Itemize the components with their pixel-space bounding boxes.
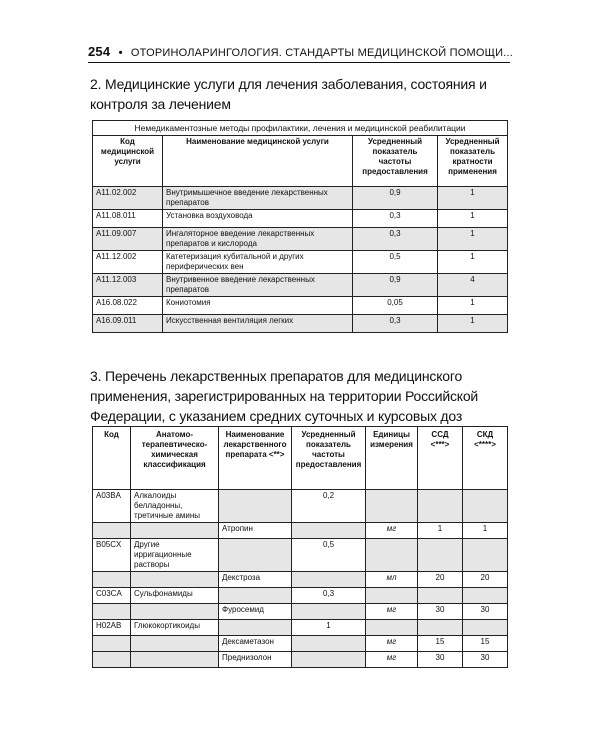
drugs-table-body bbox=[93, 490, 508, 668]
frequency-cell: 0,9 bbox=[353, 274, 438, 297]
frequency-cell: 0,2 bbox=[292, 490, 366, 523]
atc-classification-cell bbox=[131, 652, 219, 668]
atc-classification-cell: Алкалоиды белладонны, третичные амины bbox=[131, 490, 219, 523]
ssd-cell: 15 bbox=[418, 636, 463, 652]
unit-cell: мл bbox=[366, 572, 418, 588]
service-name-cell: Ингаляторное введение лекарственных препаратов и кислорода bbox=[163, 228, 353, 251]
service-name-cell: Катетеризация кубитальной и других периферических вен bbox=[163, 251, 353, 274]
table-row bbox=[93, 490, 508, 523]
drug-name-cell: Фуросемид bbox=[219, 604, 292, 620]
unit-cell: мг bbox=[366, 652, 418, 668]
table-row bbox=[93, 572, 508, 588]
skd-cell bbox=[463, 620, 508, 636]
skd-cell: 20 bbox=[463, 572, 508, 588]
table-row bbox=[93, 636, 508, 652]
table-row bbox=[93, 539, 508, 572]
column-header-ssd: ССД <***> bbox=[418, 427, 463, 490]
column-header-service-name: Наименование медицинской услуги bbox=[163, 136, 353, 187]
multiplicity-cell: 4 bbox=[438, 274, 508, 297]
atc-code-cell: C03CA bbox=[93, 588, 131, 604]
frequency-cell bbox=[292, 652, 366, 668]
frequency-cell: 0,5 bbox=[292, 539, 366, 572]
drug-name-cell bbox=[219, 620, 292, 636]
service-code-cell: A11.12.003 bbox=[93, 274, 163, 297]
service-name-cell: Установка воздуховода bbox=[163, 210, 353, 228]
column-header-code: Код медицинской услуги bbox=[93, 136, 163, 187]
frequency-cell: 0,9 bbox=[353, 187, 438, 210]
atc-code-cell bbox=[93, 636, 131, 652]
unit-cell bbox=[366, 588, 418, 604]
atc-classification-cell bbox=[131, 604, 219, 620]
service-code-cell: A11.09.007 bbox=[93, 228, 163, 251]
running-header bbox=[88, 44, 513, 59]
atc-code-cell bbox=[93, 652, 131, 668]
table-row bbox=[93, 297, 508, 315]
multiplicity-cell: 1 bbox=[438, 297, 508, 315]
multiplicity-cell: 1 bbox=[438, 251, 508, 274]
skd-cell: 1 bbox=[463, 523, 508, 539]
service-code-cell: A16.09.011 bbox=[93, 315, 163, 333]
skd-cell bbox=[463, 588, 508, 604]
atc-code-cell: B05CX bbox=[93, 539, 131, 572]
atc-classification-cell bbox=[131, 523, 219, 539]
unit-cell: мг bbox=[366, 523, 418, 539]
table-caption: Немедикаментозные методы профилактики, лечения и медицинской реабилитации bbox=[93, 121, 508, 136]
table-row bbox=[93, 588, 508, 604]
service-name-cell: Кониотомия bbox=[163, 297, 353, 315]
atc-code-cell: A03BA bbox=[93, 490, 131, 523]
multiplicity-cell: 1 bbox=[438, 315, 508, 333]
skd-cell: 15 bbox=[463, 636, 508, 652]
frequency-cell bbox=[292, 572, 366, 588]
service-name-cell: Внутривенное введение лекарственных препаратов bbox=[163, 274, 353, 297]
frequency-cell: 0,5 bbox=[353, 251, 438, 274]
column-header-frequency: Усредненный показатель частоты предоставления bbox=[292, 427, 366, 490]
table-row bbox=[93, 620, 508, 636]
ssd-cell bbox=[418, 588, 463, 604]
service-name-cell: Внутримышечное введение лекарственных препаратов bbox=[163, 187, 353, 210]
table-row bbox=[93, 523, 508, 539]
column-header-skd: СКД <****> bbox=[463, 427, 508, 490]
drug-name-cell: Преднизолон bbox=[219, 652, 292, 668]
atc-code-cell bbox=[93, 523, 131, 539]
atc-code-cell bbox=[93, 604, 131, 620]
ssd-cell bbox=[418, 539, 463, 572]
skd-cell: 30 bbox=[463, 652, 508, 668]
medical-services-table bbox=[92, 120, 508, 333]
service-code-cell: A11.02.002 bbox=[93, 187, 163, 210]
section-2-heading: 2. Медицинские услуги для лечения заболевания, состояния и контроля за лечением bbox=[90, 76, 487, 112]
skd-cell bbox=[463, 539, 508, 572]
multiplicity-cell: 1 bbox=[438, 210, 508, 228]
column-header-units: Единицы измерения bbox=[366, 427, 418, 490]
table-row bbox=[93, 315, 508, 333]
ssd-cell: 30 bbox=[418, 604, 463, 620]
atc-classification-cell: Глюкокортикоиды bbox=[131, 620, 219, 636]
running-title: ОТОРИНОЛАРИНГОЛОГИЯ. СТАНДАРТЫ МЕДИЦИНСКОЙ ПОМОЩИ... bbox=[130, 47, 513, 59]
service-code-cell: A11.12.002 bbox=[93, 251, 163, 274]
atc-classification-cell: Сульфонамиды bbox=[131, 588, 219, 604]
column-header-multiplicity: Усредненный показатель кратности применения bbox=[438, 136, 508, 187]
unit-cell bbox=[366, 490, 418, 523]
unit-cell bbox=[366, 539, 418, 572]
section-3-heading: 3. Перечень лекарственных препаратов для медицинского применения, зарегистрированных на территории Российской Федерации, с указанием средних суточных и курсовых доз bbox=[90, 368, 479, 424]
drug-name-cell: Атропин bbox=[219, 523, 292, 539]
service-code-cell: A11.08.011 bbox=[93, 210, 163, 228]
drugs-table bbox=[92, 426, 508, 668]
ssd-cell: 1 bbox=[418, 523, 463, 539]
drug-name-cell bbox=[219, 588, 292, 604]
drug-name-cell: Декстроза bbox=[219, 572, 292, 588]
unit-cell: мг bbox=[366, 604, 418, 620]
column-header-frequency: Усредненный показатель частоты предоставления bbox=[353, 136, 438, 187]
column-header-code: Код bbox=[93, 427, 131, 490]
ssd-cell bbox=[418, 490, 463, 523]
column-header-drug-name: Наименование лекарственного препарата <**> bbox=[219, 427, 292, 490]
frequency-cell: 0,3 bbox=[353, 228, 438, 251]
table-row bbox=[93, 652, 508, 668]
multiplicity-cell: 1 bbox=[438, 187, 508, 210]
atc-code-cell bbox=[93, 572, 131, 588]
skd-cell bbox=[463, 490, 508, 523]
service-name-cell: Искусственная вентиляция легких bbox=[163, 315, 353, 333]
frequency-cell: 0,3 bbox=[353, 315, 438, 333]
frequency-cell: 0,05 bbox=[353, 297, 438, 315]
header-rule bbox=[88, 62, 510, 63]
header-separator: • bbox=[118, 47, 123, 59]
drug-name-cell bbox=[219, 490, 292, 523]
skd-cell: 30 bbox=[463, 604, 508, 620]
ssd-cell: 20 bbox=[418, 572, 463, 588]
frequency-cell: 1 bbox=[292, 620, 366, 636]
table-row bbox=[93, 604, 508, 620]
unit-cell bbox=[366, 620, 418, 636]
drug-name-cell bbox=[219, 539, 292, 572]
table-row bbox=[93, 228, 508, 251]
ssd-cell: 30 bbox=[418, 652, 463, 668]
atc-classification-cell: Другие ирригационные растворы bbox=[131, 539, 219, 572]
column-header-atc-classification: Анатомо-терапевтическо-химическая классификация bbox=[131, 427, 219, 490]
frequency-cell: 0,3 bbox=[292, 588, 366, 604]
services-table-body bbox=[93, 187, 508, 333]
frequency-cell bbox=[292, 604, 366, 620]
table-row bbox=[93, 251, 508, 274]
atc-classification-cell bbox=[131, 572, 219, 588]
frequency-cell bbox=[292, 523, 366, 539]
multiplicity-cell: 1 bbox=[438, 228, 508, 251]
atc-code-cell: H02AB bbox=[93, 620, 131, 636]
ssd-cell bbox=[418, 620, 463, 636]
table-row bbox=[93, 274, 508, 297]
unit-cell: мг bbox=[366, 636, 418, 652]
frequency-cell bbox=[292, 636, 366, 652]
atc-classification-cell bbox=[131, 636, 219, 652]
table-row bbox=[93, 210, 508, 228]
table-row bbox=[93, 187, 508, 210]
drug-name-cell: Дексаметазон bbox=[219, 636, 292, 652]
page-number: 254 bbox=[88, 44, 111, 59]
service-code-cell: A16.08.022 bbox=[93, 297, 163, 315]
frequency-cell: 0,3 bbox=[353, 210, 438, 228]
